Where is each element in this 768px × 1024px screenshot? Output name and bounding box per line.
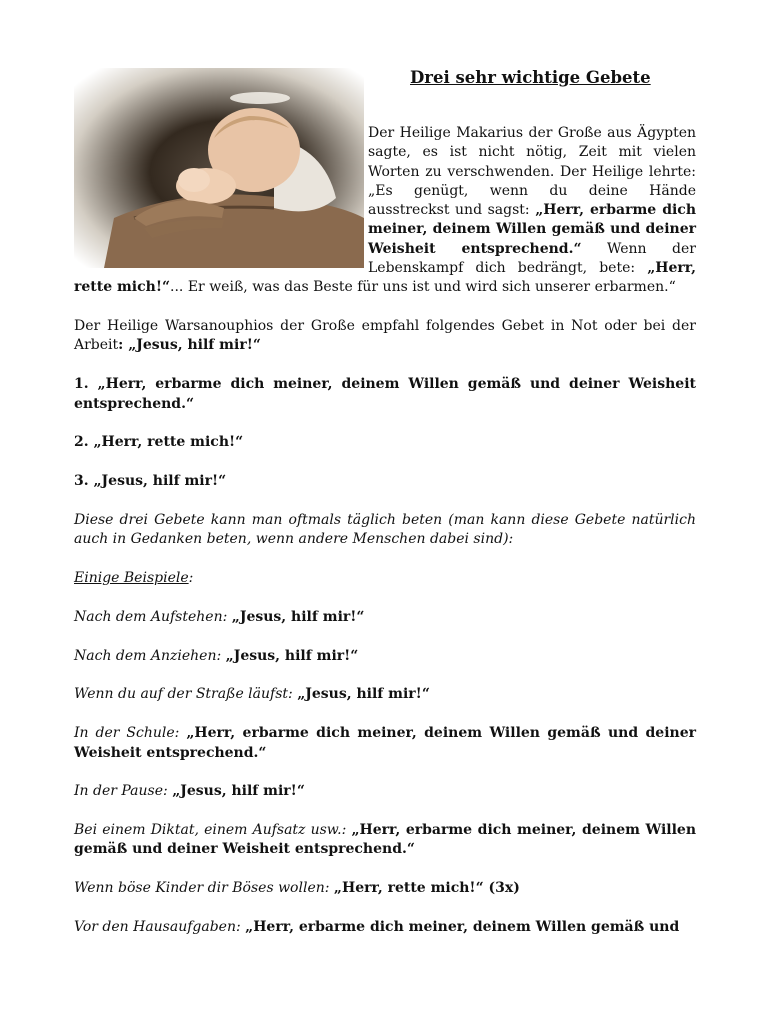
prayer-1-text: 1. „Herr, erbarme dich meiner, deinem Willen gemäß und deiner Weisheit entsprechend.“ (74, 376, 696, 412)
prayer-1 (74, 375, 696, 414)
prayer-2 (74, 433, 696, 452)
warsanouphios-paragraph (74, 317, 696, 356)
example-label: Vor den Hausaufgaben: (74, 919, 241, 936)
note-text: Diese drei Gebete kann man oftmals täglich beten (man kann diese Gebete natürlich auch in Gedanken beten, wenn andere Menschen dabei sind): (74, 511, 696, 548)
example-prayer: „Herr, erbarme dich meiner, deinem Willen gemäß und deiner Weisheit entsprechend.“ (74, 725, 696, 761)
warsanouphios-prayer: : „Jesus, hilf mir!“ (118, 337, 261, 354)
intro-prayer-1: „Herr, erbarme dich meiner, deinem Willen gemäß und deiner Weisheit entsprechend.“ (368, 202, 697, 257)
document-page (74, 66, 696, 937)
example-item (74, 647, 696, 666)
examples-heading-colon: : (188, 570, 194, 587)
intro-text-2: Wenn der Lebenskampf dich bedrängt, bete: (368, 240, 696, 277)
intro-prayer-2: „Herr, rette mich!“ (74, 260, 696, 296)
prayer-3-text: 3. „Jesus, hilf mir!“ (74, 473, 227, 490)
note-paragraph (74, 511, 696, 550)
example-label: Nach dem Aufstehen: (74, 608, 228, 625)
example-prayer: „Herr, erbarme dich meiner, deinem Willen gemäß und deiner Weisheit entsprechend.“ (74, 822, 697, 858)
example-item (74, 608, 696, 627)
examples-heading-text: Einige Beispiele (74, 570, 189, 587)
example-prayer: „Herr, erbarme dich meiner, deinem Willen gemäß und (245, 919, 680, 936)
example-item (74, 724, 696, 763)
prayer-3 (74, 472, 696, 491)
example-item (74, 918, 696, 937)
intro-text-1: Der Heilige Makarius der Große aus Ägypten sagte, es ist nicht nötig, Zeit mit vielen Worten zu verschwenden. Der Heilige lehrte: „Es genügt, wenn du deine Hände ausstreckst und sagst: (368, 125, 696, 219)
example-label: Wenn du auf der Straße läufst: (74, 686, 293, 703)
warsanouphios-text: Der Heilige Warsanouphios der Große empfahl folgendes Gebet in Not oder bei der Arbeit (74, 318, 696, 354)
example-label: In der Schule: (74, 725, 180, 742)
example-item (74, 879, 696, 898)
example-label: Bei einem Diktat, einem Aufsatz usw.: (74, 822, 347, 839)
example-label: In der Pause: (74, 783, 168, 800)
example-item (74, 821, 696, 860)
example-prayer: „Jesus, hilf mir!“ (225, 647, 359, 664)
praying-hands-illustration (74, 68, 364, 268)
intro-text-3: ... Er weiß, was das Beste für uns ist und wird sich unserer erbarmen.“ (170, 279, 676, 296)
examples-heading (74, 569, 696, 588)
page-title: Drei sehr wichtige Gebete (410, 68, 651, 87)
example-prayer: „Herr, rette mich!“ (3x) (333, 880, 520, 897)
example-item (74, 685, 696, 704)
example-item (74, 782, 696, 801)
example-prayer: „Jesus, hilf mir!“ (231, 608, 365, 625)
example-label: Wenn böse Kinder dir Böses wollen: (74, 880, 330, 897)
prayer-2-text: 2. „Herr, rette mich!“ (74, 434, 244, 451)
praying-hands-photo (74, 68, 364, 268)
example-prayer: „Jesus, hilf mir!“ (297, 686, 430, 703)
example-prayer: „Jesus, hilf mir!“ (172, 783, 305, 800)
example-label: Nach dem Anziehen: (74, 647, 222, 664)
